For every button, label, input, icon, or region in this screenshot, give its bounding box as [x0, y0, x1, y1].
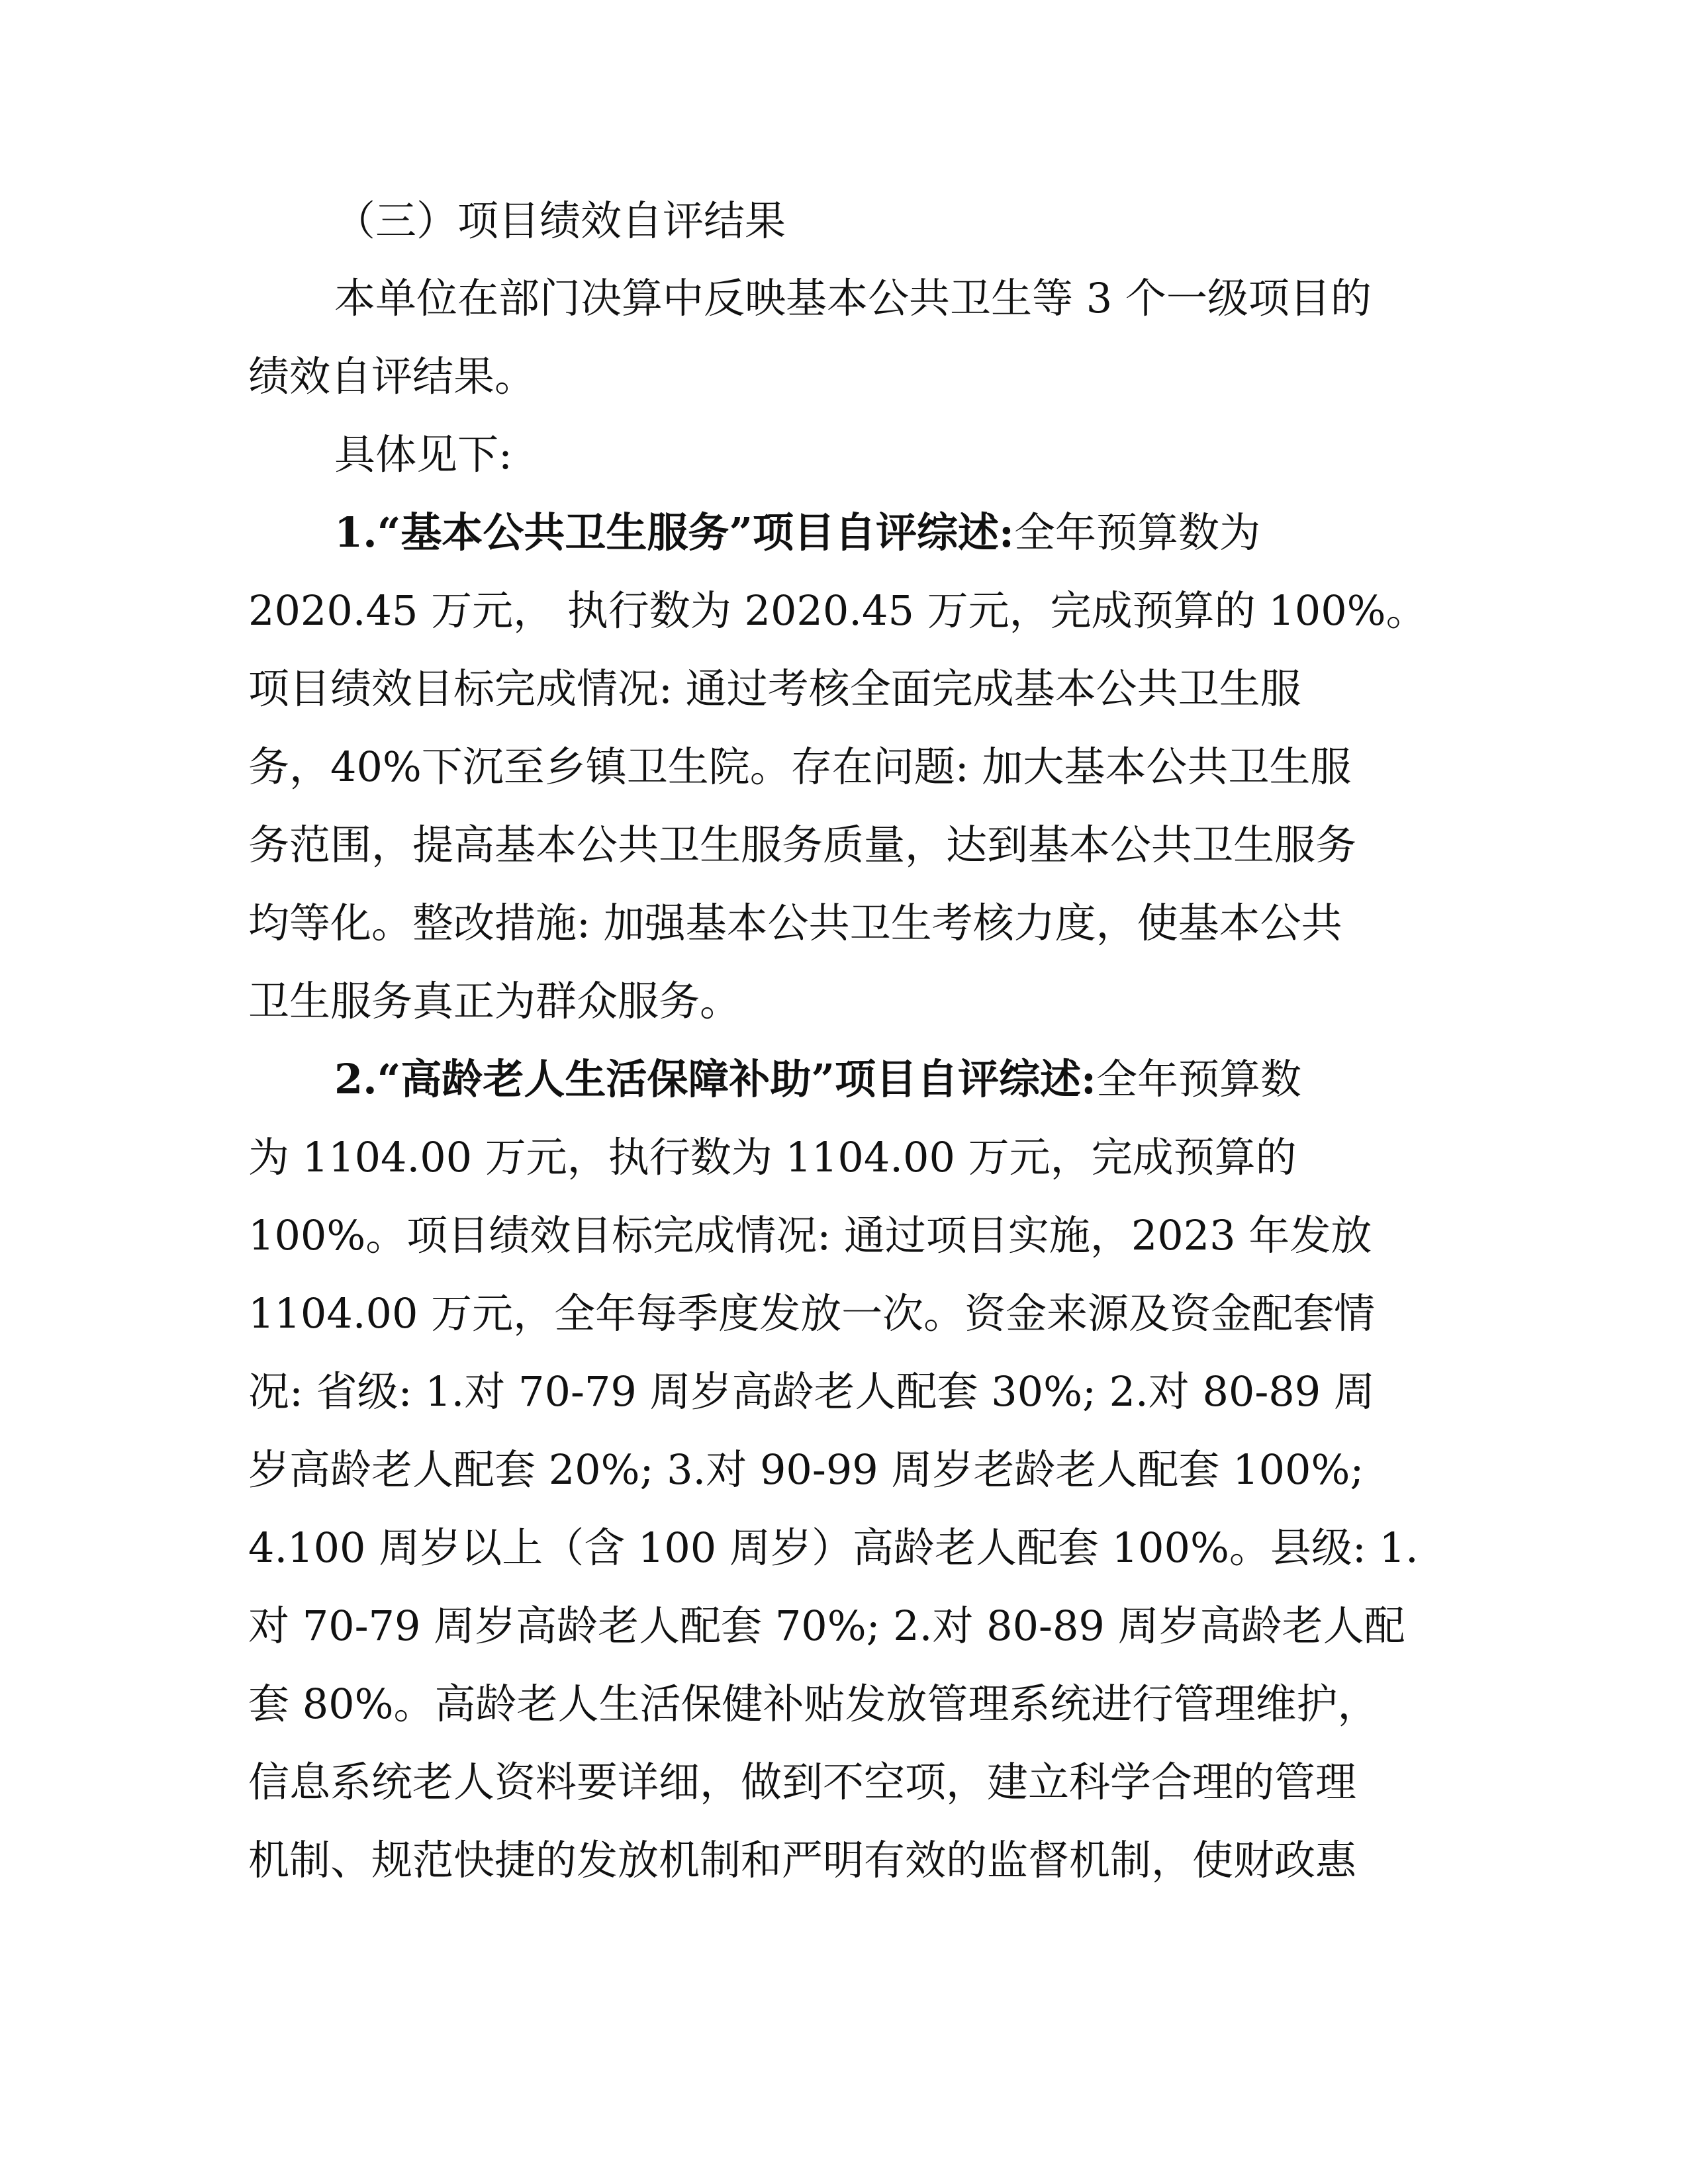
- details-label: 具体见下:: [334, 430, 512, 478]
- item2-line-5: 岁高龄老人配套 20%; 3.对 90-99 周岁老龄老人配套 100%;: [248, 1445, 1364, 1494]
- item1-line-1: 2020.45 万元， 执行数为 2020.45 万元，完成预算的 100%。: [248, 586, 1427, 635]
- item1-line-6: 卫生服务真正为群众服务。: [248, 977, 741, 1025]
- item2-line-9: 信息系统老人资料要详细，做到不空项，建立科学合理的管理: [248, 1758, 1357, 1806]
- intro-line-1: 本单位在部门决算中反映基本公共卫生等 3 个一级项目的: [334, 274, 1372, 322]
- item2-line-0: 全年预算数: [1096, 1055, 1301, 1103]
- item2-line-7: 对 70-79 周岁高龄老人配套 70%; 2.对 80-89 周岁高龄老人配: [248, 1602, 1405, 1650]
- item1-line-3: 务，40%下沉至乡镇卫生院。存在问题: 加大基本公共卫生服: [248, 743, 1352, 791]
- item1-line-4: 务范围，提高基本公共卫生服务质量，达到基本公共卫生服务: [248, 821, 1357, 869]
- item1-line-2: 项目绩效目标完成情况: 通过考核全面完成基本公共卫生服: [248, 664, 1301, 713]
- item2-line-4: 况: 省级: 1.对 70-79 周岁高龄老人配套 30%; 2.对 80-89 周: [248, 1367, 1375, 1416]
- item2-line-6: 4.100 周岁以上（含 100 周岁）高龄老人配套 100%。县级: 1.: [248, 1524, 1419, 1572]
- item2-title: 2.“高龄老人生活保障补助”项目自评综述:: [334, 1055, 1096, 1103]
- intro-line-2: 绩效自评结果。: [248, 352, 536, 400]
- item1-title: 1.“基本公共卫生服务”项目自评综述:: [334, 508, 1014, 557]
- item2-line-8: 套 80%。高龄老人生活保健补贴发放管理系统进行管理维护，: [248, 1680, 1379, 1728]
- item2-line-3: 1104.00 万元，全年每季度发放一次。资金来源及资金配套情: [248, 1289, 1376, 1338]
- section-heading: （三）项目绩效自评结果: [334, 197, 786, 245]
- item1-first-line: [334, 508, 1433, 557]
- item2-line-1: 为 1104.00 万元，执行数为 1104.00 万元，完成预算的: [248, 1133, 1297, 1181]
- item2-line-2: 100%。项目绩效目标完成情况: 通过项目实施，2023 年发放: [248, 1211, 1372, 1259]
- item1-line-0: 全年预算数为: [1013, 508, 1260, 557]
- item2-line-10: 机制、规范快捷的发放机制和严明有效的监督机制，使财政惠: [248, 1836, 1357, 1884]
- item2-first-line: [334, 1055, 1433, 1103]
- item1-line-5: 均等化。整改措施: 加强基本公共卫生考核力度，使基本公共: [248, 899, 1342, 947]
